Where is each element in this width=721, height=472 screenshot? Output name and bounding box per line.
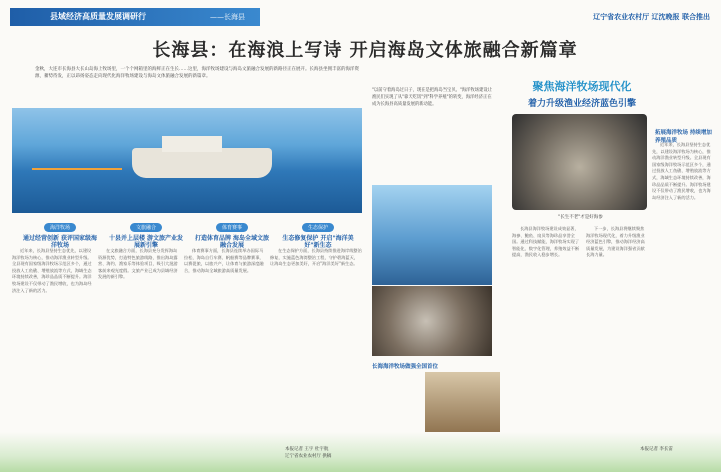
text-column-6 — [586, 226, 648, 426]
badge-pill: 体育赛事 — [216, 223, 248, 232]
net-cage-shape — [32, 168, 122, 176]
column-text: 近年来，长海县坚持生态优先，以建设海洋牧场为核心，推动海洋渔业转型升级。全县现有国家级海洋牧场示范区多个，通过投放人工鱼礁、增殖放流等方式，海域生态环境持续改善，海珍品品质不断提升。海洋牧场建设不仅带动了渔民增收，也为海岛经济注入了新的活力。 — [12, 248, 92, 293]
publisher-line: 辽宁省农业农村厅 辽沈晚报 联合推出 — [593, 13, 710, 21]
column-text: 下一步，长海县将继续聚焦海洋牧场现代化，着力升级渔业经济蓝色引擎，推动海洋经济高质量发展，为建设海洋强省贡献长海力量。 — [586, 226, 645, 258]
series-band — [10, 8, 710, 26]
badge-3 — [192, 214, 272, 249]
hero-photo-marine-ranch — [12, 108, 362, 213]
badge-pill: 海洋牧场 — [44, 223, 76, 232]
text-column-4 — [270, 248, 362, 428]
series-section: ——长海县 — [210, 13, 245, 21]
column-text: 长海县海洋牧场建设成效显著，海参、鲍鱼、扇贝等海珍品享誉全国。通过科技赋能，海洋牧场实现了智能化、数字化管理，养殖效益不断提高，渔民收入稳步增长。 — [512, 226, 580, 258]
text-column-1 — [12, 248, 94, 428]
badge-pill: 生态保护 — [302, 223, 334, 232]
badge-title: 打造体育品牌 海岛全域文旅融合发展 — [194, 235, 270, 249]
photo-caption: "长生不老"才是好海参 — [558, 215, 603, 220]
footer-illustration — [0, 432, 721, 472]
badge-1 — [20, 214, 100, 249]
credit-line-1: 本报记者 王宇 杜宇航 — [285, 447, 329, 452]
banner-line1: 聚焦海洋牧场现代化 — [532, 80, 632, 93]
boat-shape — [132, 148, 272, 178]
text-column-3 — [184, 248, 266, 428]
badge-4 — [278, 214, 358, 249]
section-badges — [20, 214, 360, 249]
subhead-2: 长海海洋牧场做强全国首位 — [372, 364, 439, 370]
badge-title: 十县并上层楼 游文旅产业发展新引擎 — [108, 235, 184, 249]
text-column-5 — [512, 226, 582, 426]
photo-worker — [425, 372, 500, 437]
text-column-2 — [98, 248, 180, 428]
banner-line2: 着力升级渔业经济蓝色引擎 — [527, 99, 636, 109]
photo-sea-cucumber — [512, 114, 647, 210]
subhead-1: 拓展海洋牧场 持续增加养殖品质 — [655, 130, 712, 144]
series-title: 县域经济高质量发展调研行 — [10, 8, 260, 26]
badge-title: 通过经营创新 获评国家级海洋牧场 — [22, 235, 98, 249]
column-text: 体育赛事方面，长海县连续举办国际马拉松、海岛自行车赛、帆船赛等品牌赛事，以赛促旅，以旅兴产，让体育与旅游深度融合，推动海岛全域旅游高质量发展。 — [184, 248, 264, 273]
boat-cabin-shape — [162, 136, 222, 152]
right-banner — [512, 78, 652, 109]
column-text: 在文旅融合方面，长海县充分发挥海岛资源优势，打造特色旅游线路，推出海岛露营、海钓、渔家乐等体验项目，吸引大批游客前来观光度假。文旅产业已成为县域经济发展的新引擎。 — [98, 248, 178, 280]
quote-box: "以前守着海岛过日子，现在是把海岛当宝贝。"海洋牧场建设让渔民们实现了从"靠天吃饭"到"科学养殖"的转变，海洋经济正在成为长海县高质量发展的新动能。 — [372, 88, 492, 107]
badge-2 — [106, 214, 186, 249]
column-text: 近年来，长海县坚持生态优先，以建设海洋牧场为核心，推动海洋渔业转型升级。全县现有国家级海洋牧场示范区多个，通过投放人工鱼礁、增殖放流等方式，海域生态环境持续改善，海珍品品质不断提升。海洋牧场建设不仅带动了渔民增收，也为海岛经济注入了新的活力。 — [652, 142, 711, 200]
badge-pill: 文旅融合 — [130, 223, 162, 232]
credit-line-3: 本报记者 李长雷 — [640, 447, 673, 452]
photo-sea — [372, 185, 492, 285]
page-headline: 长海县：在海浪上写诗 开启海岛文体旅融合新篇章 — [152, 40, 578, 61]
badge-title: 生态修复保护 开启"海洋美好"新生态 — [282, 235, 354, 249]
lead-paragraph: 金秋，大连市长海县大长山岛海上牧场里，一个个网箱里的海鲜正在生长……这里，海洋牧场建设与海岛文旅融合发展的新路径正在展开。长海县坐拥丰富的海洋资源，蓄势待发，正以昂扬姿态走向现代化海洋牧场建设与海岛文体旅融合发展的新篇章。 — [35, 67, 359, 79]
column-text: 在生态保护方面，长海县持续推进海岸线整治修复，实施蓝色海湾整治工程，守护碧海蓝天，让海岛生态更加美好，开启"海洋美好"新生态。 — [270, 248, 362, 267]
text-column-7 — [652, 142, 714, 427]
credit-line-2: 辽宁省农业农村厅 供稿 — [285, 454, 332, 459]
photo-seafood — [372, 286, 492, 356]
